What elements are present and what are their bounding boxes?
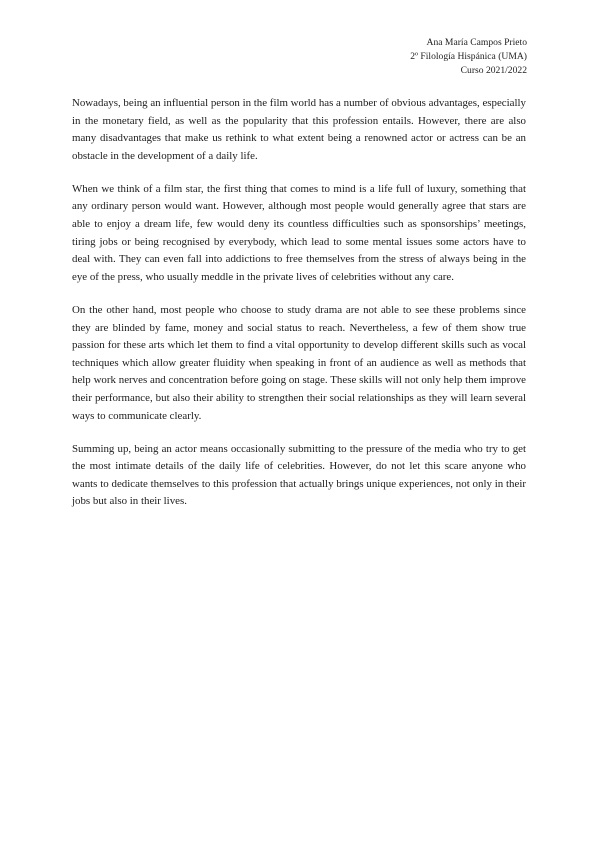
document-body	[72, 95, 526, 526]
paragraph-conclusion: Summing up, being an actor means occasionally submitting to the pressure of the media who try to get the most intimate details of the daily life of celebrities. However, do not let this scare anyone who wants to dedicate themselves to this profession that actually brings unique experiences, not only in their jobs but also in their lives.	[72, 442, 526, 508]
paragraph-other-hand: On the other hand, most people who choose to study drama are not able to see these problems since they are blinded by fame, money and social status to reach. Nevertheless, a few of them show true passion for these arts which let them to find a vital opportunity to develop different skills such as vocal techniques which allow greater fluidity when speaking in front of an audience as well as methods that help work nerves and concentration before going on stage. These skills will not only help them improve their performance, but also their ability to strengthen their social relationships as they will learn several ways to communicate clearly.	[72, 303, 526, 422]
document-header	[410, 36, 527, 78]
paragraph-intro: Nowadays, being an influential person in the film world has a number of obvious advantages, especially in the monetary field, as well as the popularity that this profession entails. However, there are also many disadvantages that make us rethink to what extent being a renowned actor or actress can be an obstacle in the development of a daily life.	[72, 97, 526, 162]
author-name: Ana María Campos Prieto	[426, 37, 527, 48]
academic-year: Curso 2021/2022	[460, 65, 527, 76]
paragraph-film-star: When we think of a film star, the first thing that comes to mind is a life full of luxury, something that any ordinary person would want. However, although most people would generally agree that stars are able to enjoy a dream life, few would deny its countless difficulties such as sponsorships’ meetings, tiring jobs or being recognised by everybody, which lead to some mental issues some actors have to deal with. They can even fall into addictions to free themselves from the stress of always being in the eye of the press, who usually meddle in the private lives of celebrities without any care.	[72, 182, 526, 283]
course-info: 2º Filología Hispánica (UMA)	[410, 51, 527, 62]
